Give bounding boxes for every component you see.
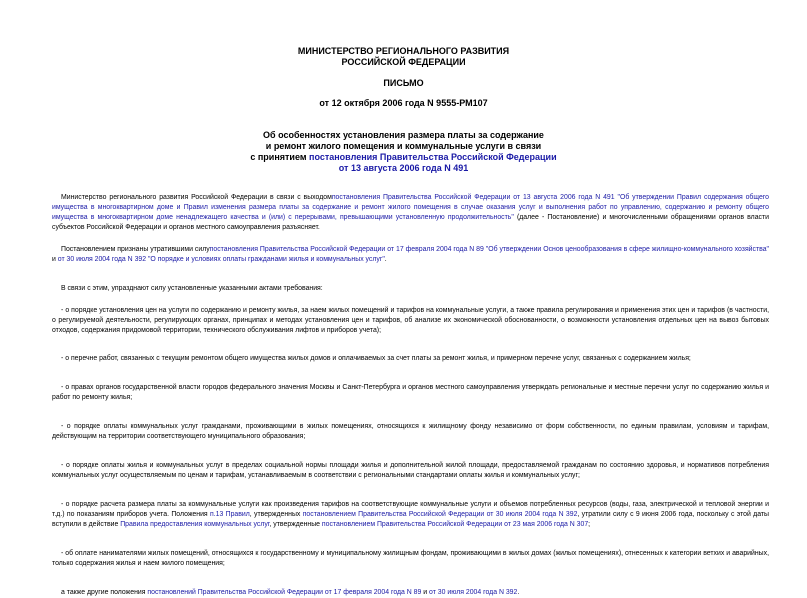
paragraph-text: , утвержденных bbox=[249, 511, 303, 518]
ministry-name bbox=[0, 46, 807, 68]
paragraph-text: Министерство регионального развития Российской Федерации в связи с выходом bbox=[61, 194, 332, 201]
paragraph-text: , утратили силу с 9 июня 2006 года, поскольку с этой даты вступили в действие bbox=[52, 511, 769, 528]
list-item-calculation bbox=[52, 500, 769, 530]
list-item-repair-works: - о перечне работ, связанных с текущим ремонтом общего имущества жилых домов и оплачиваемых за счет платы за ремонт жилья, и примерном перечне услуг, связанных с содержанием жилья; bbox=[61, 355, 691, 362]
utility-rules-link[interactable]: Правила предоставления коммунальных услуг bbox=[120, 521, 270, 528]
paragraph-intro bbox=[52, 193, 769, 233]
paragraph-text: - о порядке расчета размера платы за коммунальные услуги как произведения тарифов на соответствующие коммунальные услуги и объемов потребленных ресурсов (воды, газа, электрической и тепловой энергии и т.д.) по показаниям приборов учета. Положения bbox=[52, 501, 769, 518]
list-item-utility-payment: - о порядке оплаты коммунальных услуг гражданами, проживающими в жилых помещениях, относящихся к жилищному фонду независимо от форм собственности, по единым правилам, условиям и тарифам, действующим на территории соответствующего муниципального образования; bbox=[52, 423, 769, 440]
subject-line3-prefix: с принятием bbox=[250, 152, 310, 162]
document-body bbox=[52, 193, 769, 598]
subject-line1: Об особенностях установления размера платы за содержание bbox=[263, 130, 544, 140]
resolution-89-link[interactable]: постановлений Правительства Российской Федерации от 17 февраля 2004 года N 89 bbox=[147, 589, 422, 596]
paragraph-text: Постановлением признаны утратившими силу bbox=[61, 246, 210, 253]
paragraph-requirements-intro: В связи с этим, упразднают силу установленные указанными актами требования: bbox=[61, 285, 323, 292]
ministry-name-line2: РОССИЙСКОЙ ФЕДЕРАЦИИ bbox=[341, 57, 466, 67]
paragraph-text: ; bbox=[588, 521, 591, 528]
paragraph-text: . bbox=[517, 589, 520, 596]
paragraph-text: (далее - Постановление) и многочисленными обращениями органов власти субъектов Российской Федерации и органов местного самоуправления разъясняет. bbox=[52, 214, 769, 231]
resolution-392-link[interactable]: от 30 июля 2004 года N 392 bbox=[429, 589, 518, 596]
paragraph-text: , утвержденные bbox=[269, 521, 322, 528]
resolution-392-link[interactable]: постановлением Правительства Российской Федерации от 30 июля 2004 года N 392 bbox=[302, 511, 578, 518]
resolution-491-link[interactable]: постановления Правительства Российской Федерации от 13 августа 2006 года N 491 "Об утверждении Правил содержания общего имущества в многоквартирном доме и Правил изменения размера платы за содержание и ремонт жилого помещения в случае оказания услуг и выполнения работ по управлению, содержанию и ремонту общего имущества в многоквартирном доме ненадлежащего качества и (или) с перерывами, превышающими установленную продолжительность" bbox=[52, 194, 769, 221]
paragraph-text: и bbox=[52, 256, 58, 263]
resolution-89-link[interactable]: постановления Правительства Российской Федерации от 17 февраля 2004 года N 89 "Об утверждении Основ ценообразования в сфере жилищно-коммунального хозяйства" bbox=[209, 246, 769, 253]
list-item-authority-rights: - о правах органов государственной власти городов федерального значения Москвы и Санкт-Петербурга и органов местного самоуправления утверждать региональные и местные перечни услуг по содержанию жилья и работ по ремонту жилья; bbox=[52, 384, 769, 401]
subject-line3 bbox=[0, 152, 807, 163]
paragraph-text: . bbox=[384, 256, 387, 263]
subject-line2: и ремонт жилого помещения и коммунальные услуги в связи bbox=[265, 141, 542, 151]
list-item-tenants: - об оплате нанимателями жилых помещений, относящихся к государственному и муниципальному жилищным фондам, проживающими в жилых домах (жилых помещениях), отнесенных к категории ветхих и аварийных, только содержания жилья и наем жилого помещения; bbox=[52, 550, 769, 567]
ministry-name-line1: МИНИСТЕРСТВО РЕГИОНАЛЬНОГО РАЗВИТИЯ bbox=[297, 46, 510, 56]
paragraph-other-provisions bbox=[52, 588, 769, 598]
paragraph-text: и bbox=[421, 589, 430, 596]
document-subject bbox=[0, 130, 807, 174]
subject-resolution-date-link[interactable]: от 13 августа 2006 года N 491 bbox=[338, 163, 469, 173]
list-item-social-norm: - о порядке оплаты жилья и коммунальных услуг в пределах социальной нормы площади жилья и дополнительной жилой площади, предоставляемой гражданам по состоянию здоровья, и нормативов потребления коммунальных услуг осуществляемым по ценам и тарифам, устанавливаемым в соответствии с региональными стандартами оплаты жилья и коммунальных услуг; bbox=[52, 462, 769, 479]
resolution-392-link[interactable]: от 30 июля 2004 года N 392 "О порядке и условиях оплаты гражданами жилья и коммунальных услуг" bbox=[57, 256, 385, 263]
list-item-pricing: - о порядке установления цен на услуги по содержанию и ремонту жилья, за наем жилых помещений и тарифов на коммунальные услуги, а также правила регулирования и применения этих цен и тарифов (в частности, о регулируемой деятельности, регулирующих органах, принципах и методах установления цен и тарифов, об анализе их экономической обоснованности, о возможности установления отдельных цен на вывоз бытовых отходов, содержания придомовой территории, технического обслуживания лифтов и приборов учета); bbox=[52, 307, 769, 334]
document-type: ПИСЬМО bbox=[383, 78, 424, 88]
paragraph-text: а также другие положения bbox=[61, 589, 148, 596]
paragraph-repealed bbox=[52, 245, 769, 265]
document-date-number: от 12 октября 2006 года N 9555-РМ107 bbox=[319, 98, 488, 108]
resolution-307-link[interactable]: постановлением Правительства Российской Федерации от 23 мая 2006 года N 307 bbox=[321, 521, 589, 528]
subject-resolution-link[interactable]: постановления Правительства Российской Федерации bbox=[309, 152, 557, 162]
clause-13-link[interactable]: п.13 Правил bbox=[209, 511, 250, 518]
